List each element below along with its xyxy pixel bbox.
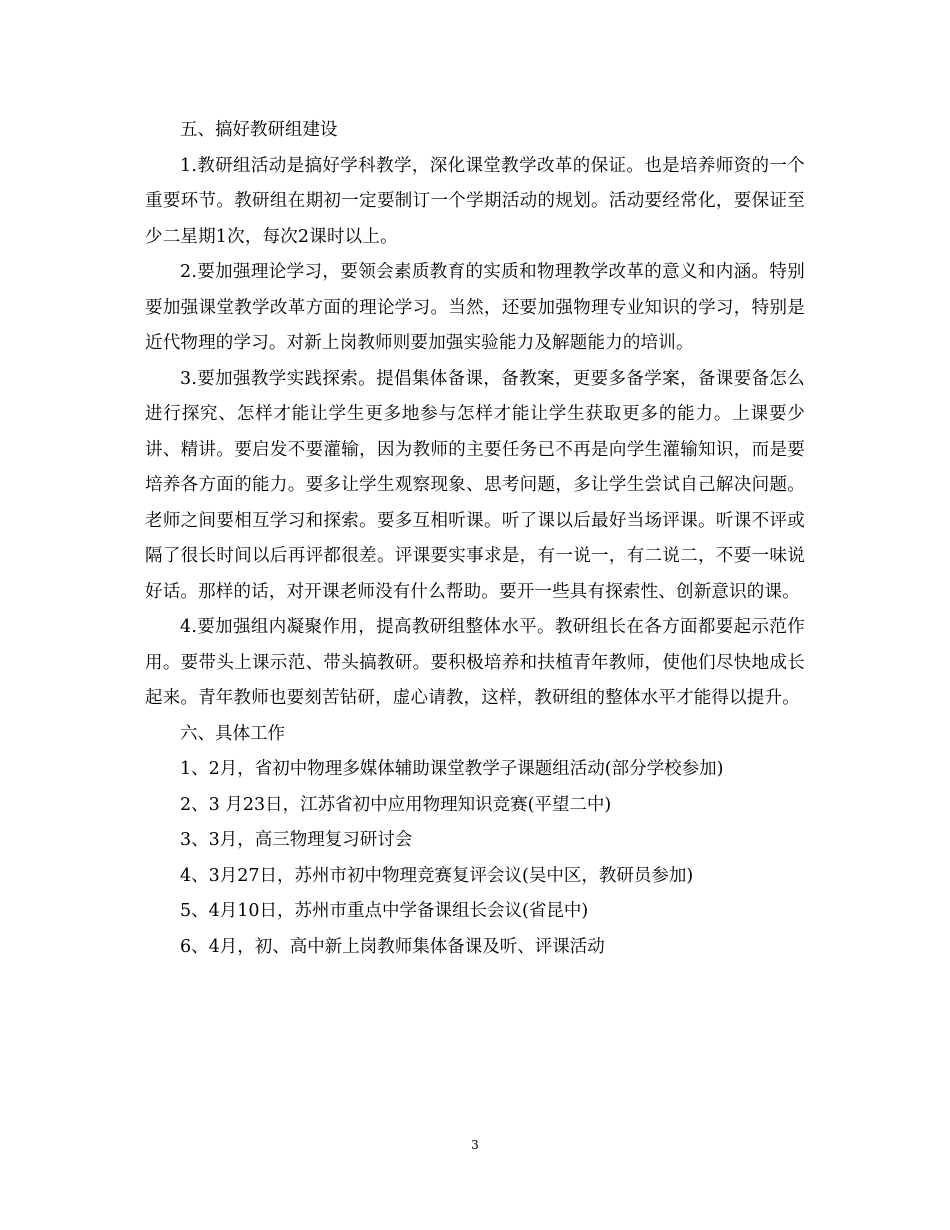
work-item-4: 4、3月27日，苏州市初中物理竞赛复评会议(吴中区，教研员参加) <box>180 865 694 886</box>
work-item-6: 6、4月，初、高中新上岗教师集体备课及听、评课活动 <box>180 936 605 957</box>
paragraph-3: 3.要加强教学实践探索。提倡集体备课，备教案，更要多备学案，备课要备怎么进行探究、怎样才能让学生更多地参与怎样才能让学生获取更多的能力。上课要少讲、精讲。要启发不要灌输，因为教师的主要任务已不再是向学生灌输知识，而是要培养各方面的能力。要多让学生观察现象、思考问题，多让学生尝试自己解决问题。老师之间要相互学习和探索。要多互相听课。听了课以后最好当场评课。听课不评或隔了很长时间以后再评都很差。评课要实事求是，有一说一，有二说二，不要一味说好话。那样的话，对开课老师没有什么帮助。要开一些具有探索性、创新意识的课。 <box>145 368 805 602</box>
work-item-3: 3、3月，高三物理复习研讨会 <box>180 830 413 850</box>
paragraph-1: 1.教研组活动是搞好学科教学，深化课堂教学改革的保证。也是培养师资的一个重要环节。教研组在期初一定要制订一个学期活动的规划。活动要经常化，要保证至少二星期1次，每次2课时以上。 <box>145 155 805 247</box>
paragraph-2: 2.要加强理论学习，要领会素质教育的实质和物理教学改革的意义和内涵。特别要加强课堂教学改革方面的理论学习。当然，还要加强物理专业知识的学习，特别是近代物理的学习。对新上岗教师则要加强实验能力及解题能力的培训。 <box>145 262 805 353</box>
work-item-2: 2、3 月23日，江苏省初中应用物理知识竞赛(平望二中) <box>180 794 612 815</box>
work-item-1: 1、2月，省初中物理多媒体辅助课堂教学子课题组活动(部分学校参加) <box>180 759 724 779</box>
work-item-5: 5、4月10日，苏州市重点中学备课组长会议(省昆中) <box>180 901 589 921</box>
page-number: 3 <box>471 1138 479 1152</box>
page-body <box>145 113 805 965</box>
paragraph-4: 4.要加强组内凝聚作用，提高教研组整体水平。教研组长在各方面都要起示范作用。要带头上课示范、带头搞教研。要积极培养和扶植青年教师，使他们尽快地成长起来。青年教师也要刻苦钻研，虚心请教，这样，教研组的整体水平才能得以提升。 <box>145 617 805 708</box>
section-heading-6: 六、具体工作 <box>180 723 285 744</box>
section-heading-5: 五、搞好教研组建设 <box>180 120 338 140</box>
